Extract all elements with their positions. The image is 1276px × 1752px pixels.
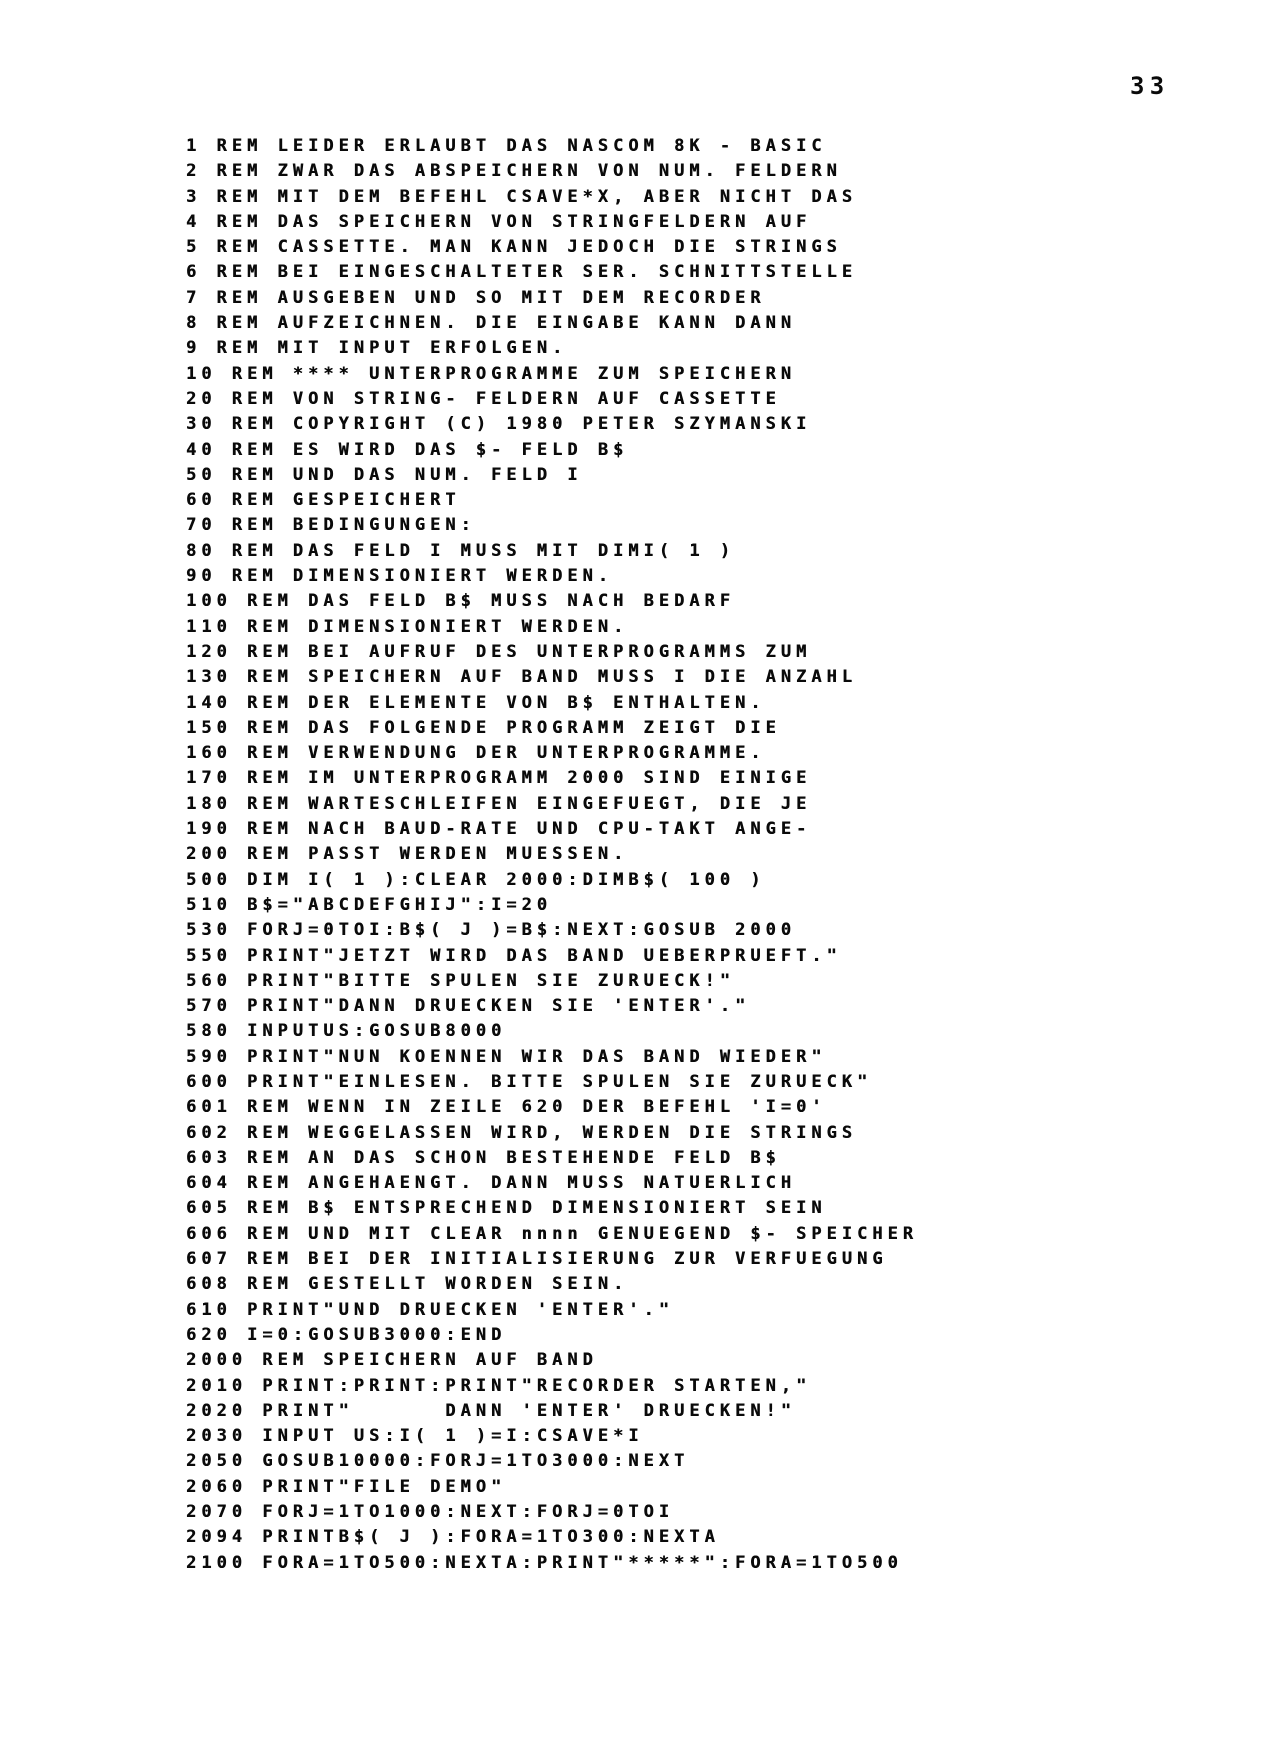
- code-line: 90 REM DIMENSIONIERT WERDEN.: [186, 566, 613, 587]
- code-line: 604 REM ANGEHAENGT. DANN MUSS NATUERLICH: [186, 1173, 796, 1194]
- page-number: 33: [1130, 72, 1170, 100]
- code-line: 2094 PRINTB$( J ):FORA=1TO300:NEXTA: [186, 1527, 720, 1548]
- code-line: 2060 PRINT"FILE DEMO": [186, 1476, 507, 1497]
- code-line: 110 REM DIMENSIONIERT WERDEN.: [186, 616, 629, 637]
- code-line: 1 REM LEIDER ERLAUBT DAS NASCOM 8K - BASIC: [186, 136, 827, 156]
- code-line: 4 REM DAS SPEICHERN VON STRINGFELDERN AUF: [186, 211, 812, 232]
- code-line: 530 FORJ=0TOI:B$( J )=B$:NEXT:GOSUB 2000: [186, 920, 796, 941]
- code-line: 550 PRINT"JETZT WIRD DAS BAND UEBERPRUEFT.": [186, 945, 842, 966]
- code-line: 610 PRINT"UND DRUECKEN 'ENTER'.": [186, 1299, 674, 1320]
- code-line: 140 REM DER ELEMENTE VON B$ ENTHALTEN.: [186, 692, 766, 713]
- code-line: 607 REM BEI DER INITIALISIERUNG ZUR VERFUEGUNG: [186, 1249, 888, 1270]
- code-line: 602 REM WEGGELASSEN WIRD, WERDEN DIE STRINGS: [186, 1122, 857, 1143]
- code-line: 120 REM BEI AUFRUF DES UNTERPROGRAMMS ZUM: [186, 641, 812, 662]
- code-line: 20 REM VON STRING- FELDERN AUF CASSETTE: [186, 388, 781, 409]
- code-line: 180 REM WARTESCHLEIFEN EINGEFUEGT, DIE JE: [186, 793, 812, 814]
- code-line: 130 REM SPEICHERN AUF BAND MUSS I DIE ANZAHL: [186, 667, 857, 688]
- code-line: 2050 GOSUB10000:FORJ=1TO3000:NEXT: [186, 1451, 690, 1472]
- code-line: 60 REM GESPEICHERT: [186, 490, 461, 511]
- code-line: 590 PRINT"NUN KOENNEN WIR DAS BAND WIEDER": [186, 1046, 827, 1067]
- code-line: 9 REM MIT INPUT ERFOLGEN.: [186, 338, 568, 359]
- code-line: 608 REM GESTELLT WORDEN SEIN.: [186, 1274, 629, 1295]
- code-line: 8 REM AUFZEICHNEN. DIE EINGABE KANN DANN: [186, 313, 796, 334]
- code-listing: [186, 134, 1206, 1576]
- code-line: 160 REM VERWENDUNG DER UNTERPROGRAMME.: [186, 743, 766, 764]
- code-line: 200 REM PASST WERDEN MUESSEN.: [186, 844, 629, 865]
- code-line: 510 B$="ABCDEFGHIJ":I=20: [186, 894, 552, 915]
- code-line: 2100 FORA=1TO500:NEXTA:PRINT"*****":FORA=1TO500: [186, 1552, 903, 1573]
- code-line: 2030 INPUT US:I( 1 )=I:CSAVE*I: [186, 1426, 644, 1447]
- code-line: 10 REM **** UNTERPROGRAMME ZUM SPEICHERN: [186, 363, 796, 384]
- code-line: 6 REM BEI EINGESCHALTETER SER. SCHNITTSTELLE: [186, 262, 857, 283]
- code-line: 2 REM ZWAR DAS ABSPEICHERN VON NUM. FELDERN: [186, 161, 842, 182]
- code-line: 40 REM ES WIRD DAS $- FELD B$: [186, 439, 629, 460]
- code-line: 600 PRINT"EINLESEN. BITTE SPULEN SIE ZURUECK": [186, 1071, 873, 1092]
- code-line: 30 REM COPYRIGHT (C) 1980 PETER SZYMANSKI: [186, 414, 812, 435]
- code-line: 2000 REM SPEICHERN AUF BAND: [186, 1350, 598, 1371]
- code-line: 5 REM CASSETTE. MAN KANN JEDOCH DIE STRINGS: [186, 237, 842, 258]
- code-line: 603 REM AN DAS SCHON BESTEHENDE FELD B$: [186, 1147, 781, 1168]
- code-line: 190 REM NACH BAUD-RATE UND CPU-TAKT ANGE-: [186, 819, 812, 840]
- code-line: 7 REM AUSGEBEN UND SO MIT DEM RECORDER: [186, 287, 766, 308]
- code-line: 3 REM MIT DEM BEFEHL CSAVE*X, ABER NICHT DAS: [186, 186, 857, 207]
- code-line: 606 REM UND MIT CLEAR nnnn GENUEGEND $- SPEICHER: [186, 1223, 918, 1244]
- code-line: 580 INPUTUS:GOSUB8000: [186, 1021, 507, 1042]
- code-line: 170 REM IM UNTERPROGRAMM 2000 SIND EINIGE: [186, 768, 812, 789]
- code-line: 80 REM DAS FELD I MUSS MIT DIMI( 1 ): [186, 540, 735, 561]
- code-line: 500 DIM I( 1 ):CLEAR 2000:DIMB$( 100 ): [186, 869, 766, 890]
- code-line: 2070 FORJ=1TO1000:NEXT:FORJ=0TOI: [186, 1502, 674, 1523]
- code-line: 150 REM DAS FOLGENDE PROGRAMM ZEIGT DIE: [186, 717, 781, 738]
- code-line: 50 REM UND DAS NUM. FELD I: [186, 464, 583, 485]
- code-line: 2020 PRINT" DANN 'ENTER' DRUECKEN!": [186, 1400, 796, 1421]
- code-line: 100 REM DAS FELD B$ MUSS NACH BEDARF: [186, 591, 735, 612]
- code-line: 601 REM WENN IN ZEILE 620 DER BEFEHL 'I=0': [186, 1097, 827, 1118]
- code-line: 2010 PRINT:PRINT:PRINT"RECORDER STARTEN,": [186, 1375, 812, 1396]
- code-line: 570 PRINT"DANN DRUECKEN SIE 'ENTER'.": [186, 996, 751, 1017]
- code-line: 560 PRINT"BITTE SPULEN SIE ZURUECK!": [186, 970, 735, 991]
- code-line: 620 I=0:GOSUB3000:END: [186, 1324, 507, 1345]
- code-line: 70 REM BEDINGUNGEN:: [186, 515, 476, 536]
- code-line: 605 REM B$ ENTSPRECHEND DIMENSIONIERT SEIN: [186, 1198, 827, 1219]
